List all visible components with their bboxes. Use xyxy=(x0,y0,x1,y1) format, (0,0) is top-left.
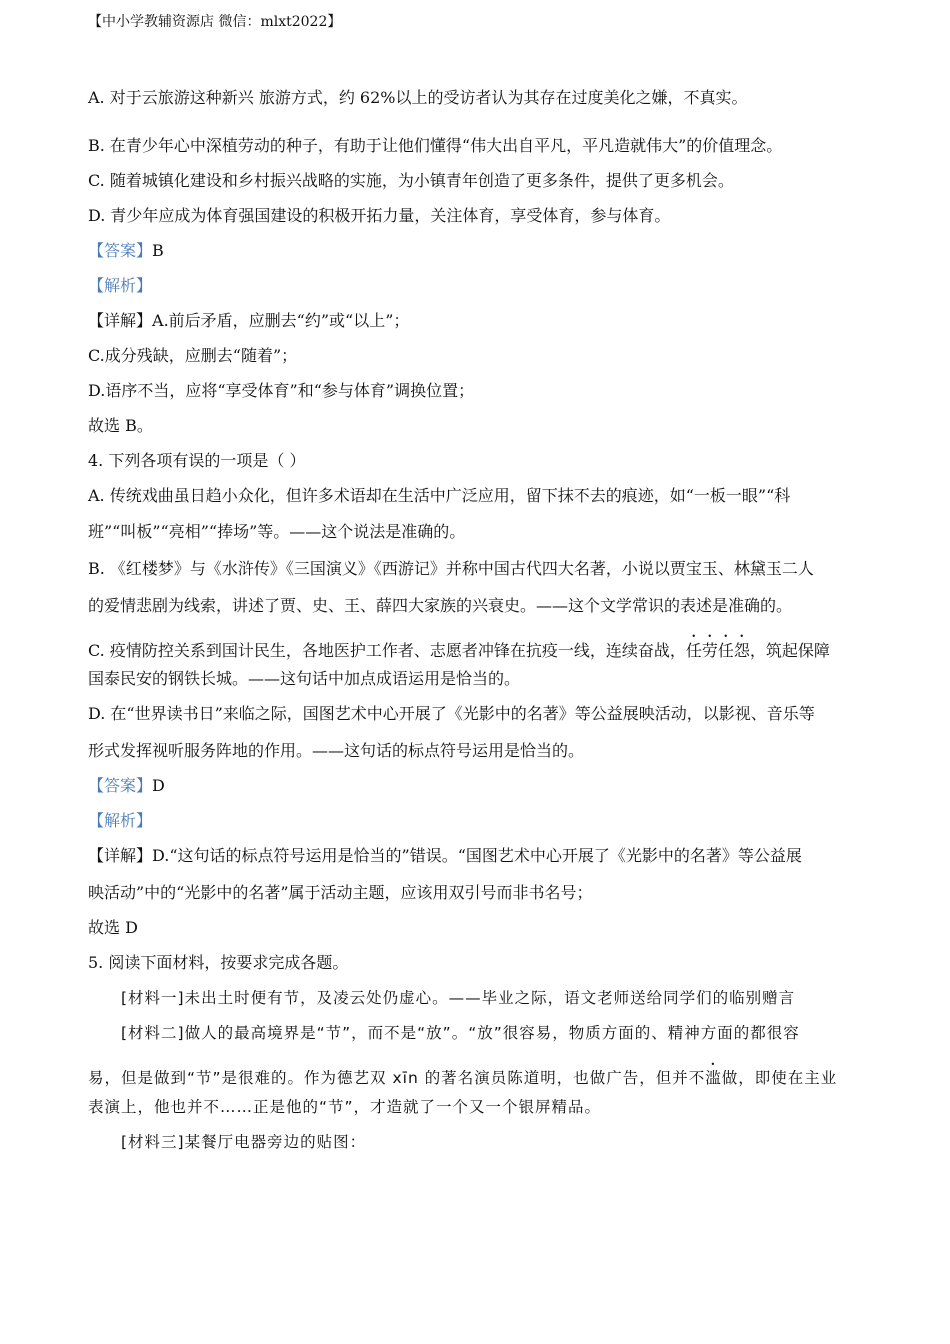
q5-material1: [材料一]未出土时便有节，及凌云处仍虚心。——毕业之际，语文老师送给同学们的临别赠言 xyxy=(121,989,796,1007)
material2-text-pre: 易，但是做到“节”是很难的。作为德艺双 xīn 的著名演员陈道明，也做广告，但并不 xyxy=(88,1069,706,1087)
q5-material2-line2 xyxy=(88,1060,837,1088)
q4-detail-line2: 映活动”中的“光影中的名著”属于活动主题，应该用双引号而非书名号； xyxy=(88,883,593,902)
q5-stem: 5. 阅读下面材料，按要求完成各题。 xyxy=(88,953,349,972)
material2-text-post: 做，即使在主业 xyxy=(721,1069,838,1087)
q3-detail-d: D.语序不当，应将“享受体育”和“参与体育”调换位置； xyxy=(88,381,475,400)
q3-answer-row xyxy=(88,241,164,261)
answer-tag: 【答案】 xyxy=(88,776,153,795)
answer-value: B xyxy=(152,241,164,260)
q3-analysis-tag: 【解析】 xyxy=(88,276,153,295)
detail-text: A.前后矛盾，应删去“约”或“以上”； xyxy=(152,311,410,330)
page-header: 【中小学教辅资源店 微信：mlxt2022】 xyxy=(88,14,342,30)
q3-option-b: B. 在青少年心中深植劳动的种子，有助于让他们懂得“伟大出自平凡，平凡造就伟大”的价值理念。 xyxy=(88,136,783,155)
q5-material2-line3: 表演上，他也并不……正是他的“节”，才造就了一个又一个银屏精品。 xyxy=(88,1098,602,1116)
q4-option-a-line2: 班”“叫板”“亮相”“捧场”等。——这个说法是准确的。 xyxy=(88,522,466,541)
q4-detail-line1 xyxy=(88,846,802,866)
q3-detail-c: C.成分残缺，应删去“随着”； xyxy=(88,346,298,365)
option-c-text-pre: C. 疫情防控关系到国计民生，各地医护工作者、志愿者冲锋在抗疫一线，连续奋战， xyxy=(88,641,686,660)
q4-option-b-line1: B. 《红楼梦》与《水浒传》《三国演义》《西游记》并称中国古代四大名著，小说以贾宝玉、林黛玉二人 xyxy=(88,559,814,578)
option-c-text-post: ，筑起保障 xyxy=(749,641,830,660)
answer-value: D xyxy=(152,776,165,795)
q4-conclusion: 故选 D xyxy=(88,918,138,937)
q3-conclusion: 故选 B。 xyxy=(88,416,153,435)
q4-analysis-tag: 【解析】 xyxy=(88,811,153,830)
answer-tag: 【答案】 xyxy=(88,241,153,260)
q4-option-c-line1 xyxy=(88,632,830,661)
q4-option-c-line2: 国泰民安的钢铁长城。——这句话中加点成语运用是恰当的。 xyxy=(88,669,521,688)
dotted-idiom: 任劳任怨 xyxy=(685,641,750,660)
q4-option-a-line1: A. 传统戏曲虽日趋小众化，但许多术语却在生活中广泛应用，留下抹不去的痕迹，如“一板一眼”“科 xyxy=(88,486,791,505)
q5-material3: [材料三]某餐厅电器旁边的贴图： xyxy=(121,1133,367,1151)
q4-answer-row xyxy=(88,776,165,796)
detail-text: D.“这句话的标点符号运用是恰当的”错误。“国图艺术中心开展了《光影中的名著》等公益展 xyxy=(152,846,802,865)
q3-option-c: C. 随着城镇化建设和乡村振兴战略的实施，为小镇青年创造了更多条件，提供了更多机会。 xyxy=(88,171,734,190)
q4-stem: 4. 下列各项有误的一项是（ ） xyxy=(88,451,306,470)
q3-option-d: D. 青少年应成为体育强国建设的积极开拓力量，关注体育，享受体育，参与体育。 xyxy=(88,206,671,225)
dotted-char: 滥 xyxy=(705,1069,722,1087)
q5-material2-line1: [材料二]做人的最高境界是“节”，而不是“放”。“放”很容易，物质方面的、精神方面的都很容 xyxy=(121,1024,800,1042)
q4-option-b-line2: 的爱情悲剧为线索，讲述了贾、史、王、薛四大家族的兴衰史。——这个文学常识的表述是准确的。 xyxy=(88,596,793,615)
detail-tag: 【详解】 xyxy=(88,846,153,865)
q4-option-d-line2: 形式发挥视听服务阵地的作用。——这句话的标点符号运用是恰当的。 xyxy=(88,741,585,760)
detail-tag: 【详解】 xyxy=(88,311,153,330)
q3-option-a: A. 对于云旅游这种新兴 旅游方式，约 62%以上的受访者认为其存在过度美化之嫌，不真实。 xyxy=(88,88,748,107)
q4-option-d-line1: D. 在“世界读书日”来临之际，国图艺术中心开展了《光影中的名著》等公益展映活动，以影视、音乐等 xyxy=(88,704,815,723)
q3-detail-row xyxy=(88,311,409,331)
